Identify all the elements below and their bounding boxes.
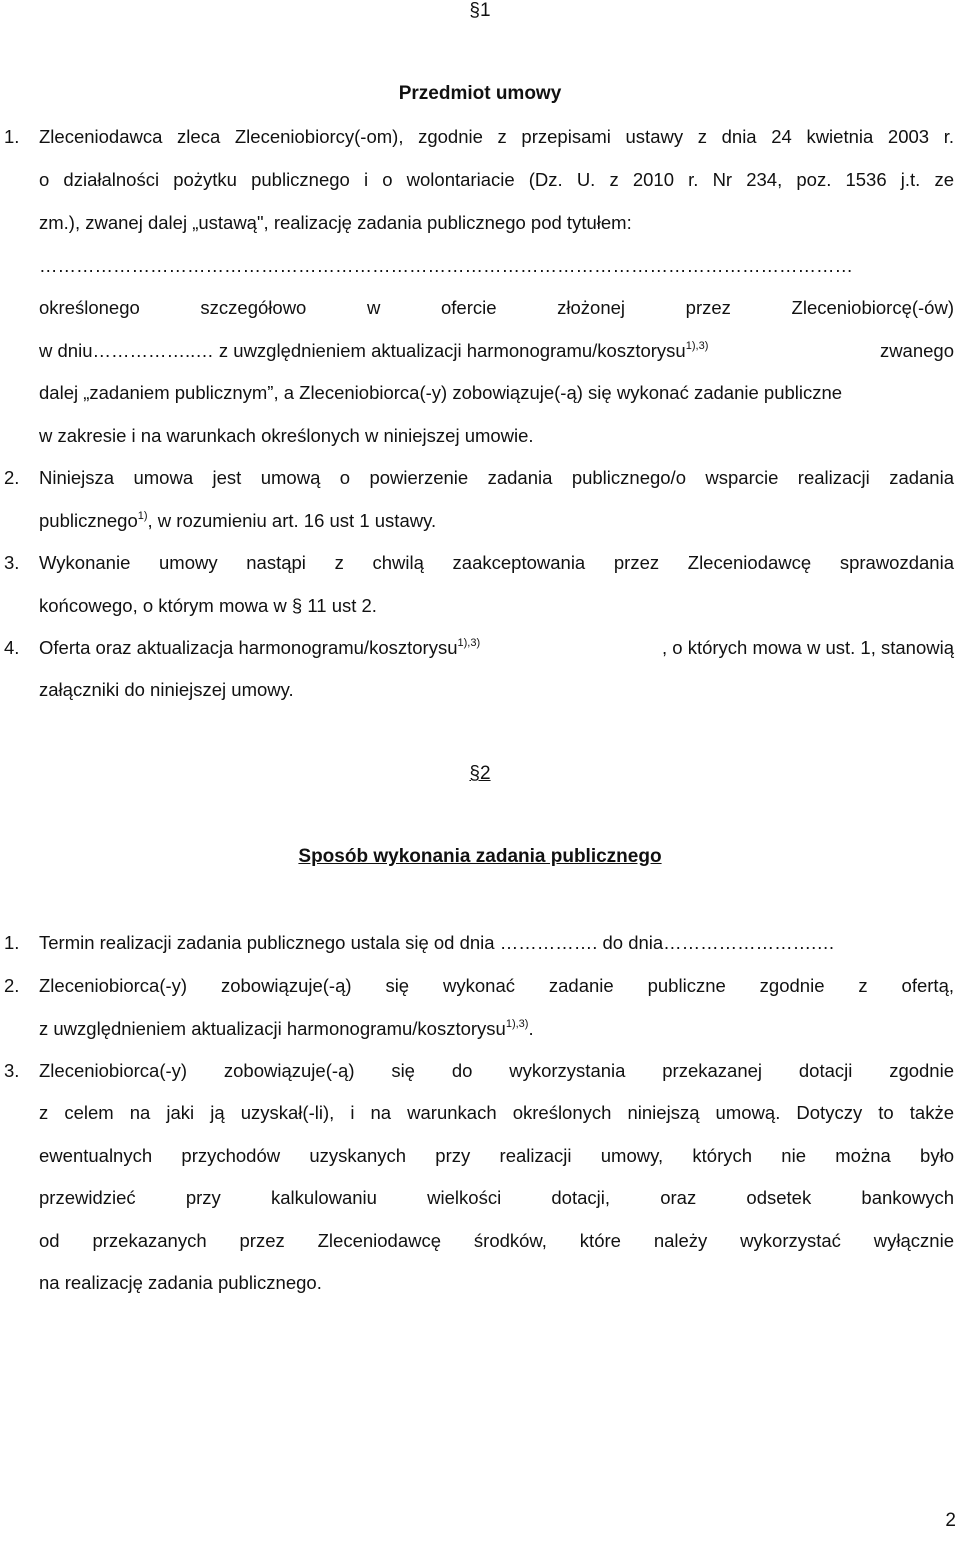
- paragraph-line: przewidzieć przy kalkulowaniu wielkości dotacji, oraz odsetek bankowych: [39, 1187, 954, 1208]
- paragraph-line: z celem na jaki ją uzyskał(-li), i na warunkach określonych niniejszą umową. Dotyczy to także: [39, 1102, 954, 1123]
- paragraph-line: Zleceniobiorca(-y) zobowiązuje(-ą) się do wykorzystania przekazanej dotacji zgodnie: [39, 1060, 954, 1081]
- paragraph-line: Termin realizacji zadania publicznego ustala się od dnia ……………. do dnia…………………….…: [39, 932, 835, 953]
- paragraph-line: załączniki do niniejszej umowy.: [39, 679, 294, 700]
- item-number: 2.: [4, 467, 20, 488]
- item-number: 3.: [4, 552, 20, 573]
- paragraph-line: w zakresie i na warunkach określonych w niniejszej umowie.: [39, 425, 534, 446]
- paragraph-line: od przekazanych przez Zleceniodawcę środków, które należy wykorzystać wyłącznie: [39, 1230, 954, 1251]
- paragraph-line: dalej „zadaniem publicznym”, a Zleceniobiorca(-y) zobowiązuje(-ą) się wykonać zadanie publiczne: [39, 382, 843, 403]
- footnote-ref: 1),3): [457, 637, 481, 649]
- section-title-1: Przedmiot umowy: [398, 83, 562, 104]
- paragraph-line: z uwzględnieniem aktualizacji harmonogramu/kosztorysu$^{1),3)}$.: [39, 1018, 534, 1039]
- line-segment: , o których mowa w ust. 1, stanowią: [661, 637, 954, 658]
- title-blank-line: ……………………………………………………………………………………………………………………: [39, 255, 853, 276]
- footnote-ref: 1),3): [505, 1018, 529, 1030]
- item-number: 2.: [4, 975, 20, 996]
- paragraph-line: ewentualnych przychodów uzyskanych przy realizacji umowy, których nie można było: [39, 1145, 954, 1166]
- footnote-ref: 1): [137, 510, 148, 522]
- footnote-ref: 1),3): [685, 340, 709, 352]
- item-number: 3.: [4, 1060, 20, 1081]
- item-number: 4.: [4, 637, 20, 658]
- paragraph-line: Zleceniobiorca(-y) zobowiązuje(-ą) się wykonać zadanie publiczne zgodnie z ofertą,: [39, 975, 954, 996]
- paragraph-line: Niniejsza umowa jest umową o powierzenie zadania publicznego/o wsparcie realizacji zadania: [39, 467, 954, 488]
- item-number: 1.: [4, 932, 20, 953]
- paragraph-line: zm.), zwanej dalej „ustawą", realizację zadania publicznego pod tytułem:: [39, 212, 632, 233]
- item-number: 1.: [4, 126, 20, 147]
- paragraph-line: na realizację zadania publicznego.: [39, 1272, 322, 1293]
- section-sign-1: §1: [469, 0, 491, 21]
- paragraph-line: określonego szczegółowo w ofercie złożonej przez Zleceniobiorcę(-ów): [39, 297, 954, 318]
- section-sign-2: §2: [469, 763, 491, 784]
- section-title-2: Sposób wykonania zadania publicznego: [298, 846, 662, 867]
- line-segment: Oferta oraz aktualizacja harmonogramu/kosztorysu$^{1),3)}$: [39, 637, 481, 658]
- paragraph-line: Zleceniodawca zleca Zleceniobiorcy(-om), zgodnie z przepisami ustawy z dnia 24 kwietnia 2003 r.: [39, 126, 954, 147]
- paragraph-line: [39, 339, 954, 363]
- paragraph-line: Wykonanie umowy nastąpi z chwilą zaakceptowania przez Zleceniodawcę sprawozdania: [39, 552, 954, 573]
- line-segment: zwanego: [879, 340, 954, 361]
- paragraph-line: publicznego$^{1)}$, w rozumieniu art. 16 ust 1 ustawy.: [39, 510, 437, 531]
- paragraph-line: [39, 636, 954, 660]
- paragraph-line: o działalności pożytku publicznego i o wolontariacie (Dz. U. z 2010 r. Nr 234, poz. 1536 j.t. ze: [39, 169, 954, 190]
- paragraph-line: końcowego, o którym mowa w § 11 ust 2.: [39, 595, 377, 616]
- page-number: 2: [945, 1510, 956, 1531]
- line-segment: w dniu……………..… z uwzględnieniem aktualizacji harmonogramu/kosztorysu$^{1),3)}$: [39, 340, 709, 361]
